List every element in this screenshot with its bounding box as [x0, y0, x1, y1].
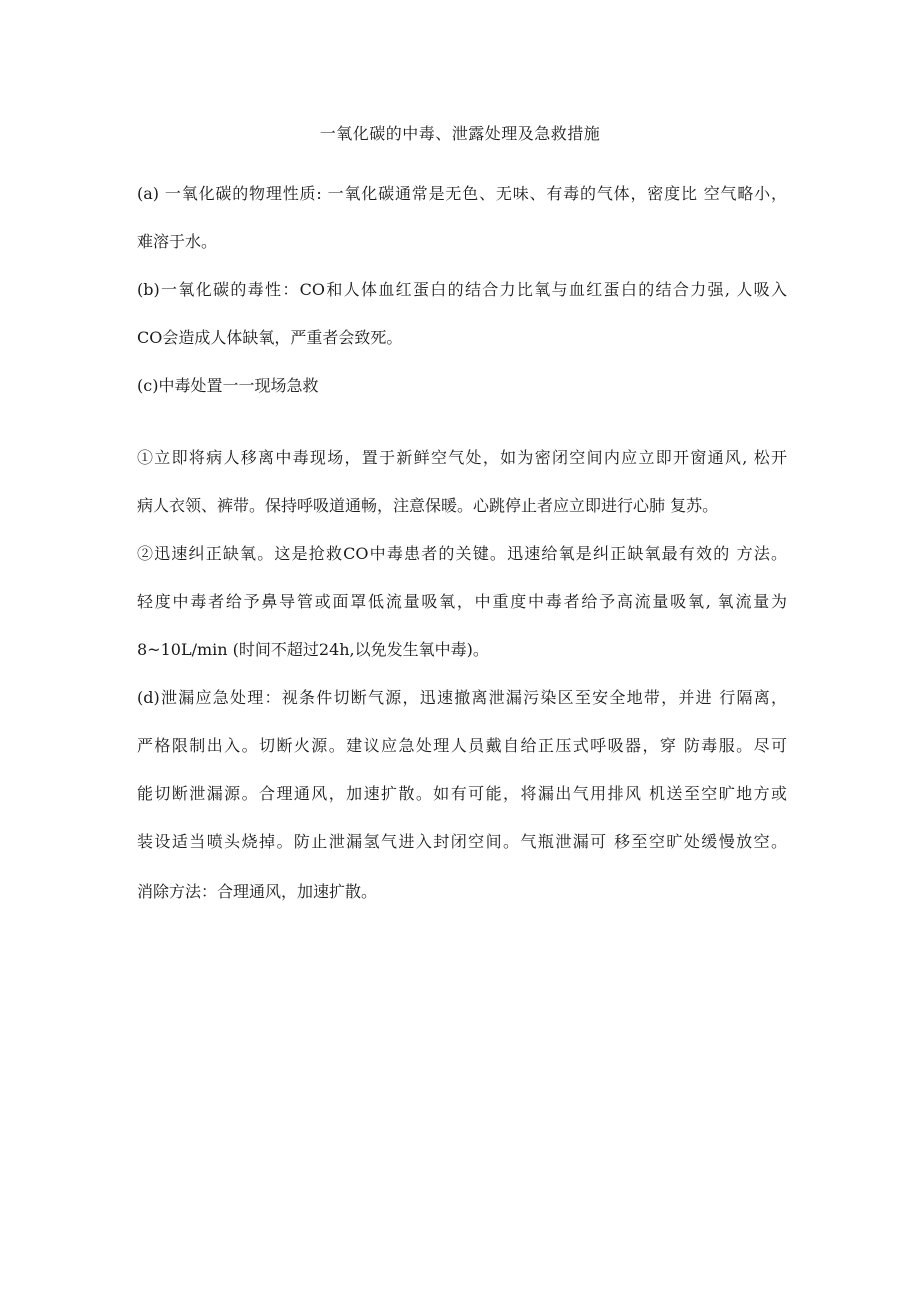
paragraph-line: CO会造成人体缺氧，严重者会致死。 [137, 328, 403, 347]
paragraph-d-leak-handling [137, 674, 787, 866]
paragraph-c-first-aid-heading [137, 362, 787, 410]
paragraph-line: 装设适当喷头烧掉。防止泄漏氢气进入封闭空间。气瓶泄漏可 移至空旷处缓慢放空。 [137, 832, 787, 851]
paragraph-line: 8~10L/min (时间不超过24h,以免发生氧中毒)。 [137, 640, 489, 659]
paragraph-line: ②迅速纠正缺氧。这是抢救CO中毒患者的关键。迅速给氧是纠正缺氧最有效的 方法。 [137, 544, 787, 563]
paragraph-line: 消除方法：合理通风，加速扩散。 [137, 882, 378, 901]
paragraph-line: 轻度中毒者给予鼻导管或面罩低流量吸氧，中重度中毒者给予高流量吸氧, 氧流量为 [137, 592, 787, 611]
paragraph-line: (c)中毒处置一一现场急救 [137, 376, 319, 395]
paragraph-a-physical-properties [137, 170, 787, 266]
paragraph-line: ①立即将病人移离中毒现场，置于新鲜空气处，如为密闭空间内应立即开窗通风, 松开 [137, 448, 787, 467]
paragraph-line: (a) 一氧化碳的物理性质: 一氧化碳通常是无色、无味、有毒的气体，密度比 空气略小， [137, 184, 787, 203]
paragraph-line: 难溶于水。 [137, 232, 218, 251]
paragraph-elimination-method [137, 868, 787, 916]
paragraph-line: 病人衣领、裤带。保持呼吸道通畅，注意保暖。心跳停止者应立即进行心肺 复苏。 [137, 496, 719, 515]
document-title: 一氧化碳的中毒、泄露处理及急救措施 [319, 124, 601, 143]
paragraph-line: 严格限制出入。切断火源。建议应急处理人员戴自给正压式呼吸器，穿 防毒服。尽可 [137, 736, 787, 755]
paragraph-c1-move-patient [137, 434, 787, 530]
paragraph-line: (d)泄漏应急处理：视条件切断气源，迅速撤离泄漏污染区至安全地带，并进 行隔离， [137, 688, 787, 707]
paragraph-c2-oxygen [137, 530, 787, 674]
paragraph-line: 能切断泄漏源。合理通风，加速扩散。如有可能，将漏出气用排风 机送至空旷地方或 [137, 784, 787, 803]
paragraph-line: (b)一氧化碳的毒性：CO和人体血红蛋白的结合力比氧与血红蛋白的结合力强, 人吸入 [137, 280, 787, 299]
document-body [137, 170, 787, 916]
paragraph-b-toxicity [137, 266, 787, 362]
